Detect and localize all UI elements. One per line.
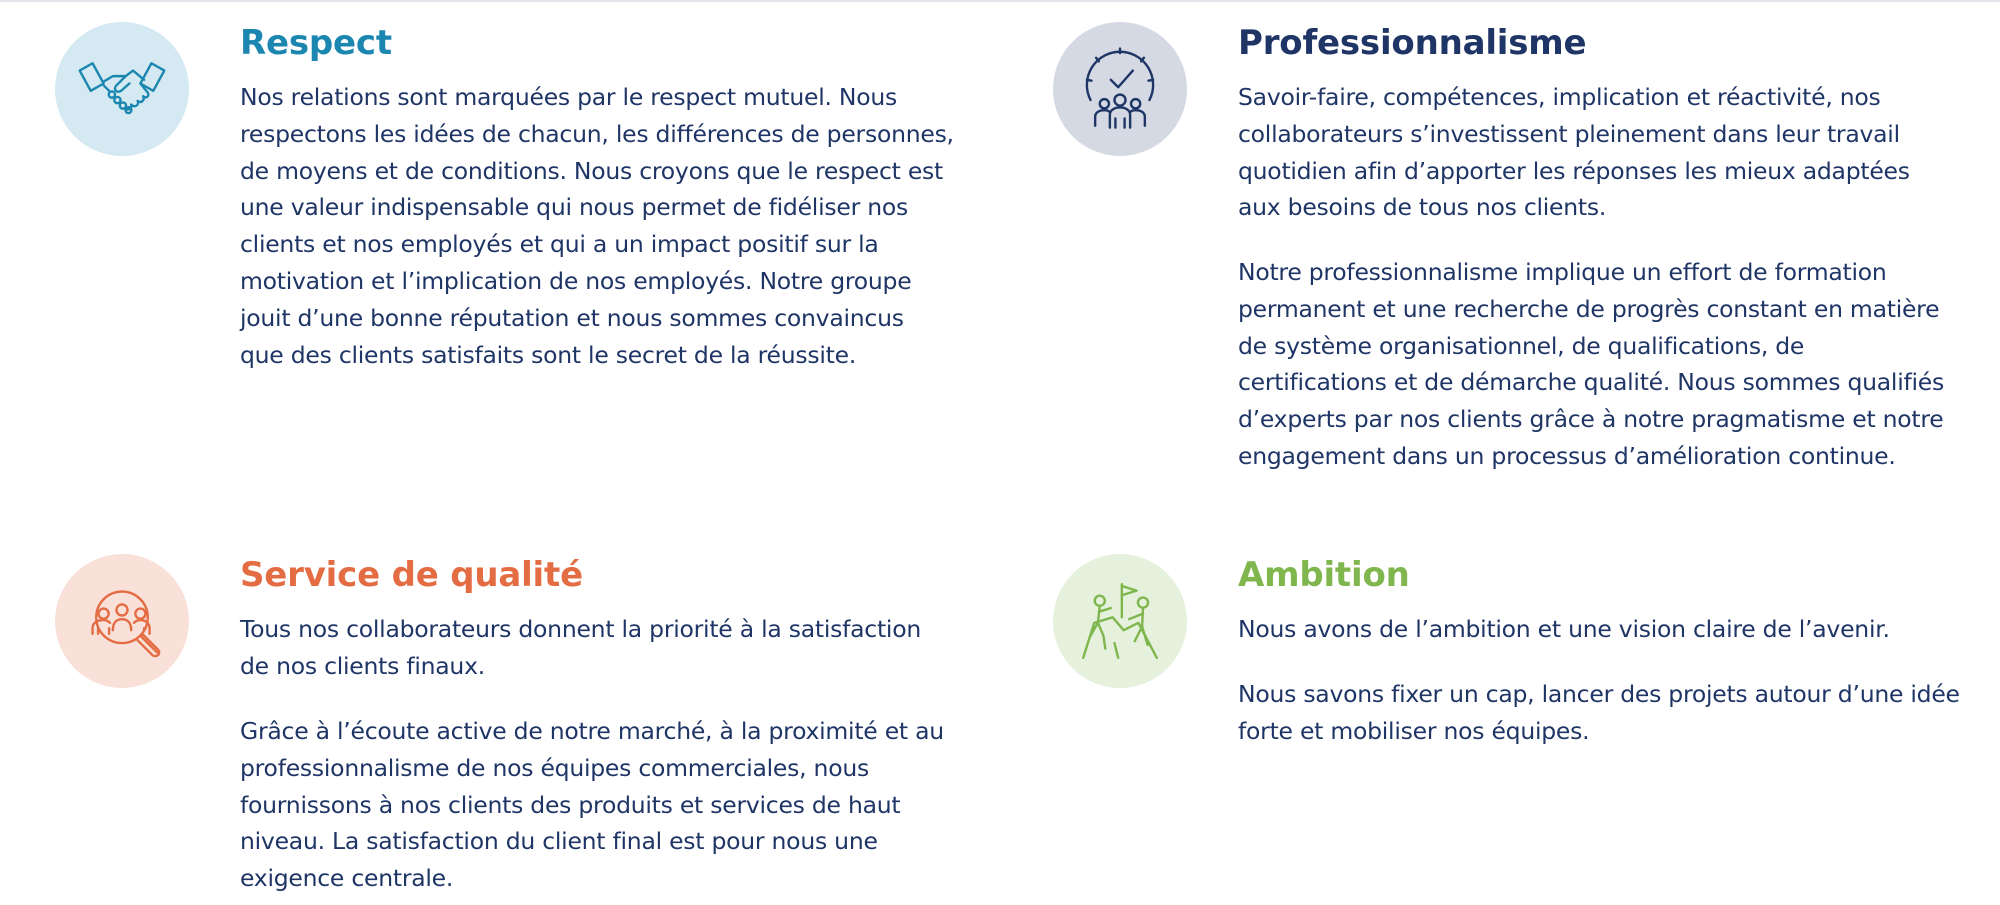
card-title-respect: Respect <box>240 23 392 63</box>
card-title-professionnalisme: Professionnalisme <box>1238 23 1587 63</box>
paragraph-professionnalisme-1: Savoir-faire, compétences, implication et réactivité, nos collaborateurs s’investissent pleinement dans leur travail quotidien afin d’apporter les réponses les mieux adaptées aux besoins de tous nos clients. <box>1238 83 1910 222</box>
paragraph-professionnalisme-2: Notre professionnalisme implique un effort de formation permanent et une recherche de progrès constant en matière de système organisationnel, de qualifications, de certifications et de démarche qualité. Nous sommes qualifiés d’experts par nos clients grâce à notre pragmatisme et notre engagement dans un processus d’amélioration continue. <box>1238 258 1944 470</box>
handshake-icon <box>76 43 168 135</box>
paragraph-service-1: Tous nos collaborateurs donnent la priorité à la satisfaction de nos clients finaux. <box>240 615 921 680</box>
icon-circle-service <box>55 554 189 688</box>
icon-circle-ambition <box>1053 554 1187 688</box>
paragraph-respect-1: Nos relations sont marquées par le respect mutuel. Nous respectons les idées de chacun, les différences de personnes, de moyens et de conditions. Nous croyons que le respect est une valeur indispensable qui nous permet de fidéliser nos clients et nos employés et qui a un impact positif sur la motivation et l’implication de nos employés. Notre groupe jouit d’une bonne réputation et nous sommes convaincus que des clients satisfaits sont le secret de la réussite. <box>240 83 954 369</box>
card-title-ambition: Ambition <box>1238 555 1410 595</box>
team-clock-icon <box>1074 43 1166 135</box>
paragraph-service-2: Grâce à l’écoute active de notre marché, à la proximité et au professionnalisme de nos équipes commerciales, nous fournissons à nos clients des produits et services de haut niveau. La satisfaction du client final est pour nous une exigence centrale. <box>240 717 944 893</box>
paragraph-ambition-1: Nous avons de l’ambition et une vision claire de l’avenir. <box>1238 615 1890 643</box>
top-divider <box>0 0 2000 2</box>
icon-circle-respect <box>55 22 189 156</box>
climbers-flag-icon <box>1074 575 1166 667</box>
card-title-service: Service de qualité <box>240 555 583 595</box>
icon-circle-professionnalisme <box>1053 22 1187 156</box>
people-search-icon <box>76 575 168 667</box>
paragraph-ambition-2: Nous savons fixer un cap, lancer des projets autour d’une idée forte et mobiliser nos équipes. <box>1238 680 1960 745</box>
